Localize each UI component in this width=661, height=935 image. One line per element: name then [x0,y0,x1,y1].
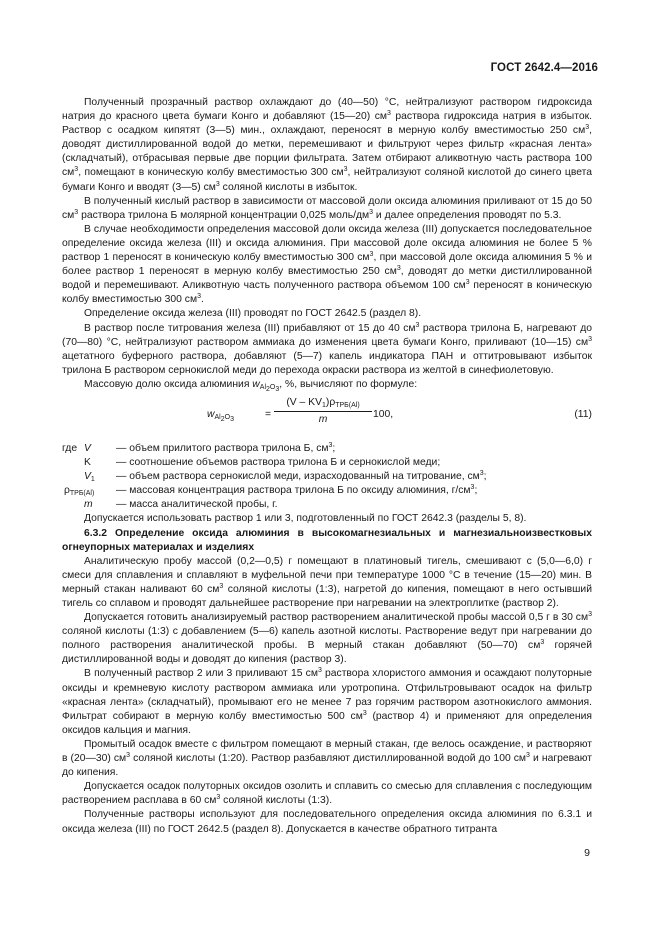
paragraph: Массовую долю оксида алюминия $w_{Al_2O_3}$, %, вычисляют по формуле: [84,378,418,393]
formula-number: (11) [574,408,592,420]
page-number: 9 [584,847,590,859]
paragraph: В случае необходимости определения массовой доли оксида железа (III) допускается последовательное определение оксида железа (III) и оксида алюминия. При массовой доле оксида алюминия не более 5 % раствор 1 переносят в коническую колбу вместимостью 300 $см^3$, при массовой доле оксида алюминия 5 % и более раствор 1 переносят в мерную колбу вместимостью 250 $см^3$, доводят до метки дистиллированной водой и перемешивают. Аликвотную часть полученного раствора объемом 100 $см^3$ переносят в коническую колбу вместимостью 300 $см^3$. [62,223,592,306]
paragraph: Допускается готовить анализируемый раствор растворением аналитической пробы массой 0,5 г в 30 $см^3$ соляной кислоты (1:3) с добавлением (5—6) капель азотной кислоты. Растворение ведут при нагревании до полного растворения аналитической пробы. В мерный стакан добавляют (50—70) $см^3$ горячей дистиллированной воды и доводят до кипения (раствор 3). [62,611,592,666]
paragraph: Допускается осадок полуторных оксидов озолить и сплавить со смесью для сплавления с последующим растворением расплава в 60 $см^3$ соляной кислоты (1:3). [62,781,592,807]
paragraph: Аналитическую пробу массой (0,2—0,5) г помещают в платиновый тигель, смешивают с (5,0—6,0) г смеси для сплавления и сплавляют в муфельной печи при температуре 1000 °С в течение (15—20) мин. В мерный стакан наливают 60 $см^3$ соляной кислоты (1:3), нагретой до кипения, помещают в него остывший тигель со сплавом и проводят дальнейшее растворение при нагревании на электроплитке (раствор 2). [62,555,592,609]
document-body [62,96,592,837]
section-heading: 6.3.2 Определение оксида алюминия в высокомагнезиальных и магнезиальноизвестковых огнеупорных материалах и изделиях [62,527,592,553]
formula-fraction: $(V - KV_1)\rho_{ТРБ(Al)}$ m [274,396,372,427]
formula-11: $w_{Al_2O_3}$ = $(V - KV_1)\rho_{ТРБ(Al)}$ m 100, (11) [62,396,592,436]
paragraph: Определение оксида железа (III) проводят по ГОСТ 2642.5 (раздел 8). [84,308,422,320]
paragraph: Полученные растворы используют для последовательного определения оксида алюминия по 6.3.1 и оксида железа (III) по ГОСТ 2642.5 (раздел 8). Допускается в качестве обратного титранта [62,809,592,835]
paragraph: В полученный кислый раствор в зависимости от массовой доли оксида алюминия приливают от 15 до 50 $см^3$ раствора трилона Б молярной концентрации 0,025 моль/$дм^3$ и далее определения проводят по 5.3. [62,195,592,221]
paragraph: Допускается использовать раствор 1 или 3, подготовленный по ГОСТ 2642.3 (разделы 5, 8). [84,513,527,525]
paragraph: В раствор после титрования железа (III) прибавляют от 15 до 40 $см^3$ раствора трилона Б, нагревают до (70—80) °С, нейтрализуют раствором аммиака до изменения цвета бумаги Конго, приливают (10—15) $см^3$ ацетатного буферного раствора, добавляют (5—7) капель индикатора ПАН и оттитровывают избыток трилона Б раствором сернокислой меди до перехода окраски раствора из желтой в синефиолетовую. [62,321,592,376]
document-header: ГОСТ 2642.4—2016 [490,62,598,74]
paragraph: Промытый осадок вместе с фильтром помещают в мерный стакан, где велось осаждение, и растворяют в (20—30) $см^3$ соляной кислоты (1:20). Раствор разбавляют дистиллированной водой до 100 $см^3$ и нагревают до кипения. [62,738,592,779]
paragraph: Полученный прозрачный раствор охлаждают до (40—50) °С, нейтрализуют раствором гидроксида натрия до красного цвета бумаги Конго и добавляют (15—20) $см^3$ раствора гидроксида натрия в избыток. Раствор с осадком кипятят (3—5) мин., охлаждают, переносят в мерную колбу вместимостью 250 $см^3$, доводят дистиллированной водой до метки, перемешивают и фильтруют через фильтр «красная лента» (складчатый), отбрасывая первые две порции фильтрата. Затем отбирают аликвотную часть раствора 100 $см^3$, помещают в коническую колбу вместимостью 300 $см^3$, нейтрализуют соляной кислотой до синего цвета бумаги Конго и вводят (3—5) $см^3$ соляной кислоты в избыток. [62,97,593,193]
paragraph: В полученный раствор 2 или 3 приливают 15 $см^3$ раствора хлористого аммония и осаждают полуторные оксиды и кремневую кислоту раствором аммиака или уротропина. Отфильтровывают осадок на фильтр «красная лента» (складчатый), промывают его не менее 7 раз горячим раствором азотнокислого аммония. Фильтрат собирают в мерную колбу вместимостью 500 $см^3$ (раствор 4) и применяют для определения оксидов кальция и магния. [62,667,592,736]
formula-legend: где V — объем прилитого раствора трилона Б, $см^3$; K — соотношение объемов раствора трилона Б и сернокислой меди; $V_1$ — объем раствора сернокислой меди, израсходованный на титрование, $см^3$; $\rho_{ТРБ(Al)}$ — массовая концентрация раствора трилона Б по оксиду алюминия, $г/см^3$; m — масса аналитической пробы, г. [62,441,487,511]
